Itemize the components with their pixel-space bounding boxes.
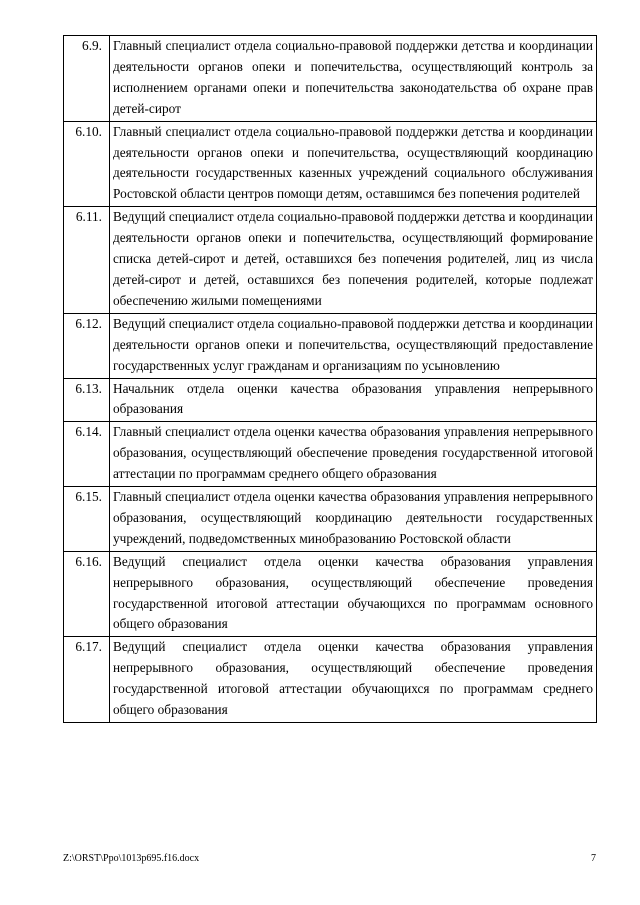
page-number: 7 (591, 853, 596, 864)
table-row (64, 207, 597, 314)
position-title: Ведущий специалист отдела социально-правовой поддержки детства и координации деятельности органов опеки и попечительства, осуществляющий предоставление государственных услуг гражданам и организациям по усыновлению (110, 313, 597, 378)
table-row (64, 637, 597, 723)
item-number: 6.9. (64, 36, 110, 122)
position-title: Главный специалист отдела оценки качества образования управления непрерывного образования, осуществляющий обеспечение проведения государственной итоговой аттестации по программам среднего общего образования (110, 422, 597, 487)
position-title: Ведущий специалист отдела оценки качества образования управления непрерывного образования, осуществляющий обеспечение проведения государственной итоговой аттестации обучающихся по программам среднего общего образования (110, 637, 597, 723)
position-title: Главный специалист отдела социально-правовой поддержки детства и координации деятельности органов опеки и попечительства, осуществляющий контроль за исполнением органами опеки и попечительства законодательства об охране прав детей-сирот (110, 36, 597, 122)
table-row (64, 36, 597, 122)
table-row (64, 551, 597, 637)
item-number: 6.13. (64, 378, 110, 422)
table-row (64, 422, 597, 487)
table-row (64, 378, 597, 422)
table-row (64, 313, 597, 378)
footer-file-path: Z:\ORST\Ppo\1013p695.f16.docx (63, 853, 200, 864)
item-number: 6.14. (64, 422, 110, 487)
item-number: 6.10. (64, 121, 110, 207)
position-title: Начальник отдела оценки качества образования управления непрерывного образования (110, 378, 597, 422)
table-row (64, 121, 597, 207)
position-title: Главный специалист отдела социально-правовой поддержки детства и координации деятельности органов опеки и попечительства, осуществляющий координацию деятельности государственных казенных учреждений социального обслуживания Ростовской области центров помощи детям, оставшимся без попечения родителей (110, 121, 597, 207)
position-title: Главный специалист отдела оценки качества образования управления непрерывного образования, осуществляющий координацию деятельности государственных учреждений, подведомственных минобразованию Ростовской области (110, 487, 597, 552)
position-title: Ведущий специалист отдела социально-правовой поддержки детства и координации деятельности органов опеки и попечительства, осуществляющий формирование списка детей-сирот и детей, оставшихся без попечения родителей, лиц из числа детей-сирот и детей, оставшихся без попечения родителей, которые подлежат обеспечению жилыми помещениями (110, 207, 597, 314)
positions-table (63, 35, 597, 723)
table-body (64, 36, 597, 723)
item-number: 6.15. (64, 487, 110, 552)
table-row (64, 487, 597, 552)
item-number: 6.12. (64, 313, 110, 378)
item-number: 6.11. (64, 207, 110, 314)
item-number: 6.16. (64, 551, 110, 637)
position-title: Ведущий специалист отдела оценки качества образования управления непрерывного образования, осуществляющий обеспечение проведения государственной итоговой аттестации обучающихся по программам основного общего образования (110, 551, 597, 637)
item-number: 6.17. (64, 637, 110, 723)
